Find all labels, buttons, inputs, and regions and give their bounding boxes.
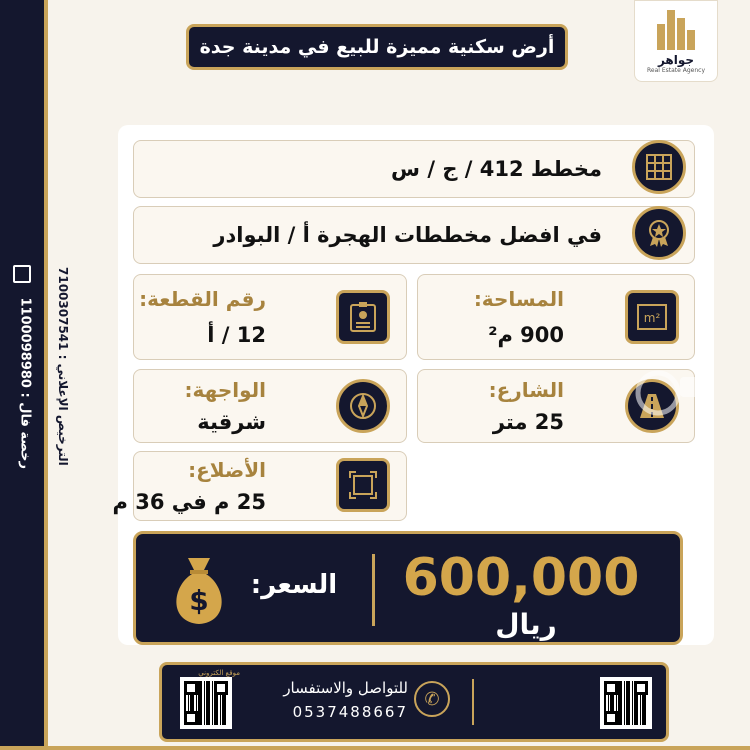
grid-icon: [632, 140, 686, 194]
contact-divider: [472, 679, 474, 725]
sides-value: 25 م في 36 م: [112, 490, 266, 514]
price-label: السعر:: [250, 570, 338, 600]
plot-number-value: 12 / أ: [207, 323, 266, 347]
plan-text: مخطط 412 / ج / س: [391, 157, 602, 181]
page-title: أرض سكنية مميزة للبيع في مدينة جدة: [186, 24, 568, 70]
logo-name: جواهر: [657, 53, 695, 67]
facade-label: الواجهة:: [184, 378, 266, 402]
agency-logo: [634, 0, 718, 82]
area-value: 900 م²: [488, 323, 564, 347]
compass-icon: [336, 379, 390, 433]
price-currency: ريال: [495, 608, 557, 641]
money-bag-icon: [166, 554, 232, 628]
price-box: [133, 531, 683, 645]
contact-bar: [159, 662, 669, 742]
website-label: موقع الكتروني: [198, 669, 240, 677]
website-qr-code[interactable]: [180, 677, 232, 729]
location-row: [133, 206, 695, 264]
plan-row: [133, 140, 695, 198]
svg-text:m²: m²: [643, 311, 661, 325]
ad-license-text: الترخيص الإعلاني : 7100307541: [56, 267, 70, 466]
fal-logo-icon: [13, 265, 31, 283]
m2-icon: [625, 290, 679, 344]
ad-license-strip: [48, 250, 74, 750]
logo-subtitle: Real Estate Agency: [647, 67, 705, 74]
building-bars-icon: [655, 8, 697, 50]
price-divider: [372, 554, 375, 626]
contact-phone[interactable]: 0537488667: [292, 703, 408, 721]
svg-text:$: $: [189, 584, 209, 617]
street-label: الشارع:: [488, 378, 564, 402]
expand-icon: [336, 458, 390, 512]
left-license-strip: [0, 0, 48, 750]
fal-license-text: رخصة فال : 1100098980: [17, 297, 33, 469]
location-text: في افضل مخططات الهجرة أ / البوادر: [213, 223, 602, 247]
price-amount: 600,000: [402, 548, 640, 608]
award-icon: [632, 206, 686, 260]
area-label: المساحة:: [473, 287, 564, 311]
plot-number-label: رقم القطعة:: [139, 287, 266, 311]
whatsapp-qr-code[interactable]: [600, 677, 652, 729]
bottom-gold-strip: [0, 746, 750, 750]
watermark-logo-icon: [628, 365, 718, 425]
phone-icon: ✆: [414, 681, 450, 717]
sides-label: الأضلاع:: [188, 458, 266, 482]
facade-value: شرقية: [197, 410, 266, 434]
contact-label: للتواصل والاستفسار: [283, 679, 408, 697]
street-value: 25 متر: [492, 410, 564, 434]
id-card-icon: [336, 290, 390, 344]
